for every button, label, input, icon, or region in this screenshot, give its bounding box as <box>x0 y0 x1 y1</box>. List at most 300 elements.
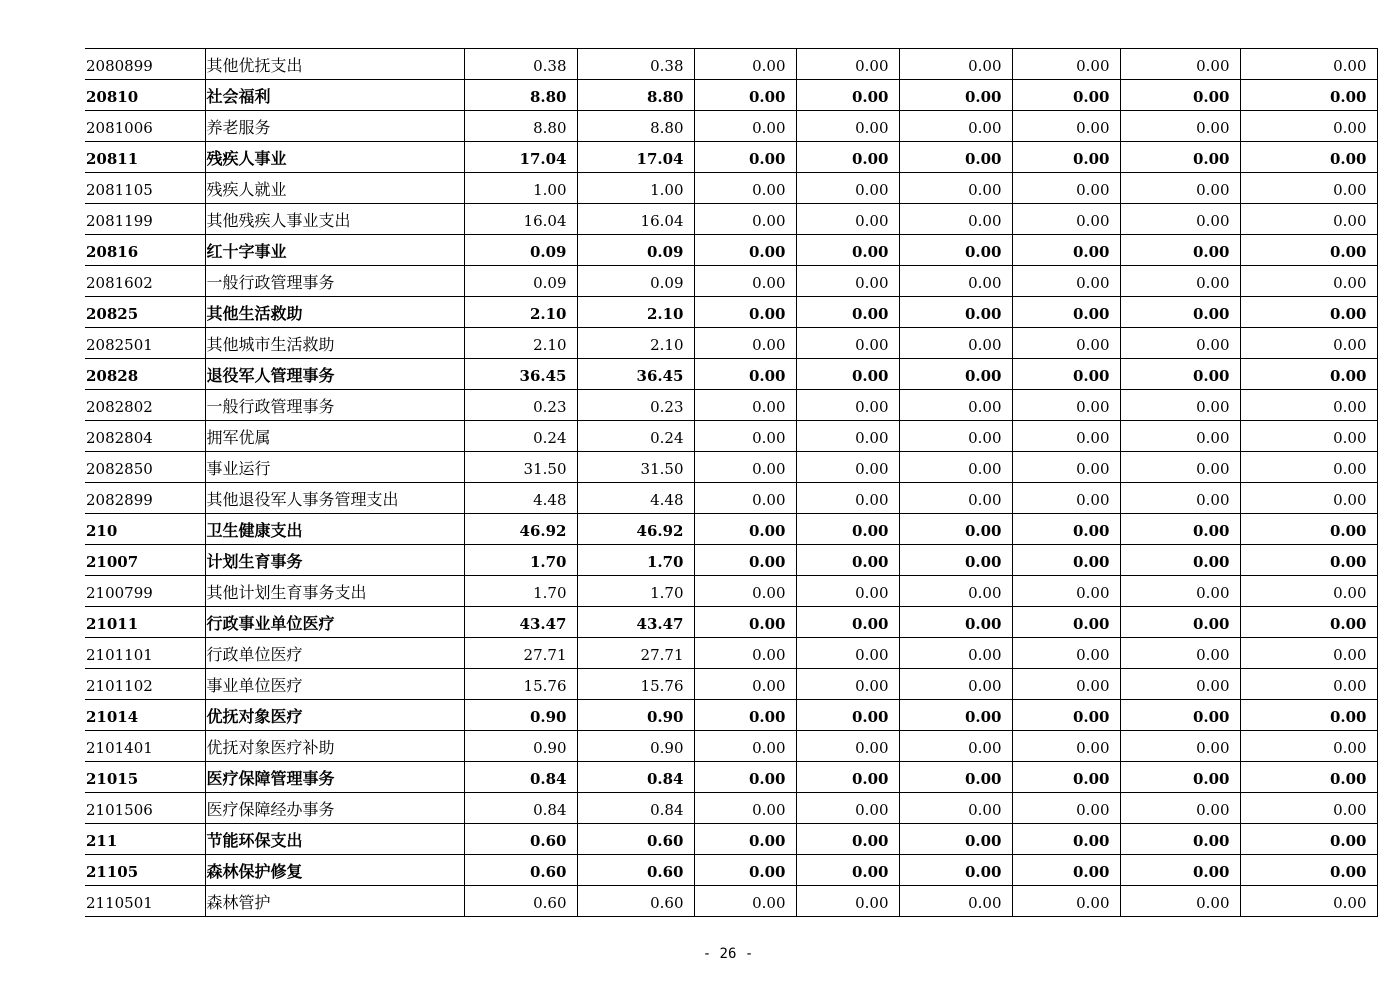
amount-cell: 0.00 <box>899 80 1012 111</box>
amount-cell: 0.00 <box>796 328 899 359</box>
amount-cell: 0.00 <box>796 49 899 80</box>
amount-cell: 0.00 <box>1240 266 1377 297</box>
amount-cell: 0.00 <box>796 235 899 266</box>
subject-code-cell: 210 <box>85 514 205 545</box>
table-body <box>85 49 1377 917</box>
amount-cell: 0.00 <box>899 607 1012 638</box>
subject-code-cell: 2081602 <box>85 266 205 297</box>
amount-cell: 2.10 <box>577 297 694 328</box>
amount-cell: 0.00 <box>1120 328 1240 359</box>
amount-cell: 0.00 <box>694 793 796 824</box>
amount-cell: 16.04 <box>464 204 577 235</box>
subject-code-cell: 2080899 <box>85 49 205 80</box>
amount-cell: 0.00 <box>1012 545 1120 576</box>
amount-cell: 0.00 <box>899 514 1012 545</box>
subject-code-cell: 2081105 <box>85 173 205 204</box>
amount-cell: 0.00 <box>1120 545 1240 576</box>
amount-cell: 0.00 <box>1120 421 1240 452</box>
amount-cell: 0.00 <box>899 452 1012 483</box>
amount-cell: 0.09 <box>464 235 577 266</box>
subject-code-cell: 20811 <box>85 142 205 173</box>
amount-cell: 0.00 <box>796 762 899 793</box>
amount-cell: 0.00 <box>1240 731 1377 762</box>
amount-cell: 0.00 <box>1012 700 1120 731</box>
amount-cell: 0.00 <box>1012 793 1120 824</box>
amount-cell: 0.00 <box>1012 824 1120 855</box>
subject-name-cell: 红十字事业 <box>205 235 464 266</box>
amount-cell: 0.00 <box>899 328 1012 359</box>
amount-cell: 0.00 <box>694 483 796 514</box>
subject-name-cell: 行政事业单位医疗 <box>205 607 464 638</box>
subject-name-cell: 行政单位医疗 <box>205 638 464 669</box>
amount-cell: 0.00 <box>796 452 899 483</box>
subject-name-cell: 残疾人事业 <box>205 142 464 173</box>
amount-cell: 0.00 <box>1012 607 1120 638</box>
amount-cell: 31.50 <box>577 452 694 483</box>
table-row <box>85 421 1377 452</box>
amount-cell: 0.00 <box>1120 173 1240 204</box>
amount-cell: 0.00 <box>899 669 1012 700</box>
amount-cell: 0.00 <box>1012 762 1120 793</box>
table-row <box>85 390 1377 421</box>
amount-cell: 0.00 <box>1240 793 1377 824</box>
amount-cell: 0.00 <box>694 452 796 483</box>
subject-code-cell: 21007 <box>85 545 205 576</box>
amount-cell: 27.71 <box>577 638 694 669</box>
amount-cell: 0.00 <box>796 266 899 297</box>
amount-cell: 0.00 <box>1012 390 1120 421</box>
amount-cell: 0.24 <box>464 421 577 452</box>
amount-cell: 0.00 <box>1240 390 1377 421</box>
amount-cell: 0.00 <box>796 80 899 111</box>
amount-cell: 43.47 <box>577 607 694 638</box>
amount-cell: 0.60 <box>464 886 577 917</box>
amount-cell: 0.00 <box>694 824 796 855</box>
amount-cell: 0.00 <box>796 142 899 173</box>
table-row <box>85 235 1377 266</box>
amount-cell: 0.24 <box>577 421 694 452</box>
amount-cell: 0.00 <box>899 235 1012 266</box>
amount-cell: 0.84 <box>464 762 577 793</box>
amount-cell: 0.00 <box>694 762 796 793</box>
subject-name-cell: 一般行政管理事务 <box>205 390 464 421</box>
amount-cell: 0.00 <box>1012 576 1120 607</box>
amount-cell: 0.00 <box>796 700 899 731</box>
amount-cell: 8.80 <box>577 111 694 142</box>
amount-cell: 0.90 <box>464 731 577 762</box>
amount-cell: 0.00 <box>1012 731 1120 762</box>
amount-cell: 0.00 <box>1120 235 1240 266</box>
amount-cell: 0.00 <box>1240 545 1377 576</box>
amount-cell: 36.45 <box>577 359 694 390</box>
amount-cell: 0.00 <box>796 731 899 762</box>
amount-cell: 0.00 <box>694 886 796 917</box>
amount-cell: 0.00 <box>1012 111 1120 142</box>
amount-cell: 0.00 <box>899 700 1012 731</box>
amount-cell: 43.47 <box>464 607 577 638</box>
subject-code-cell: 2082802 <box>85 390 205 421</box>
amount-cell: 0.00 <box>694 111 796 142</box>
amount-cell: 8.80 <box>464 111 577 142</box>
amount-cell: 0.00 <box>899 266 1012 297</box>
amount-cell: 0.00 <box>1120 638 1240 669</box>
amount-cell: 0.00 <box>796 545 899 576</box>
amount-cell: 0.90 <box>577 700 694 731</box>
amount-cell: 0.00 <box>1120 793 1240 824</box>
amount-cell: 0.00 <box>796 421 899 452</box>
amount-cell: 0.00 <box>1240 297 1377 328</box>
amount-cell: 0.00 <box>1012 855 1120 886</box>
amount-cell: 0.23 <box>577 390 694 421</box>
amount-cell: 0.00 <box>1240 824 1377 855</box>
amount-cell: 27.71 <box>464 638 577 669</box>
amount-cell: 46.92 <box>577 514 694 545</box>
amount-cell: 0.00 <box>796 297 899 328</box>
table-row <box>85 483 1377 514</box>
amount-cell: 0.09 <box>577 266 694 297</box>
subject-code-cell: 21014 <box>85 700 205 731</box>
amount-cell: 0.00 <box>899 855 1012 886</box>
amount-cell: 0.00 <box>1120 607 1240 638</box>
subject-code-cell: 2100799 <box>85 576 205 607</box>
subject-name-cell: 事业单位医疗 <box>205 669 464 700</box>
amount-cell: 0.00 <box>796 793 899 824</box>
subject-code-cell: 2101101 <box>85 638 205 669</box>
amount-cell: 0.00 <box>694 359 796 390</box>
table-row <box>85 638 1377 669</box>
amount-cell: 0.00 <box>899 421 1012 452</box>
amount-cell: 1.70 <box>577 576 694 607</box>
subject-name-cell: 森林保护修复 <box>205 855 464 886</box>
amount-cell: 0.00 <box>1240 80 1377 111</box>
table-row <box>85 328 1377 359</box>
amount-cell: 0.00 <box>1120 266 1240 297</box>
amount-cell: 0.00 <box>899 545 1012 576</box>
amount-cell: 0.84 <box>464 793 577 824</box>
amount-cell: 17.04 <box>577 142 694 173</box>
table-row <box>85 452 1377 483</box>
amount-cell: 0.00 <box>1012 49 1120 80</box>
subject-name-cell: 卫生健康支出 <box>205 514 464 545</box>
amount-cell: 0.00 <box>1240 49 1377 80</box>
amount-cell: 0.00 <box>899 638 1012 669</box>
table-row <box>85 793 1377 824</box>
amount-cell: 0.00 <box>899 111 1012 142</box>
amount-cell: 1.00 <box>577 173 694 204</box>
amount-cell: 8.80 <box>464 80 577 111</box>
subject-name-cell: 其他退役军人事务管理支出 <box>205 483 464 514</box>
amount-cell: 0.00 <box>796 173 899 204</box>
amount-cell: 0.00 <box>899 576 1012 607</box>
amount-cell: 0.00 <box>1012 173 1120 204</box>
table-row <box>85 762 1377 793</box>
amount-cell: 0.00 <box>694 204 796 235</box>
amount-cell: 36.45 <box>464 359 577 390</box>
amount-cell: 0.09 <box>577 235 694 266</box>
amount-cell: 0.00 <box>1240 235 1377 266</box>
amount-cell: 0.00 <box>899 173 1012 204</box>
amount-cell: 0.00 <box>1120 204 1240 235</box>
subject-code-cell: 21015 <box>85 762 205 793</box>
amount-cell: 0.00 <box>1120 49 1240 80</box>
amount-cell: 0.00 <box>796 855 899 886</box>
subject-name-cell: 其他优抚支出 <box>205 49 464 80</box>
amount-cell: 0.60 <box>464 855 577 886</box>
amount-cell: 0.00 <box>899 731 1012 762</box>
amount-cell: 0.00 <box>796 886 899 917</box>
amount-cell: 0.23 <box>464 390 577 421</box>
subject-code-cell: 20825 <box>85 297 205 328</box>
amount-cell: 17.04 <box>464 142 577 173</box>
subject-code-cell: 2101401 <box>85 731 205 762</box>
amount-cell: 0.00 <box>1120 390 1240 421</box>
amount-cell: 0.00 <box>1120 576 1240 607</box>
amount-cell: 0.00 <box>1240 514 1377 545</box>
subject-name-cell: 拥军优属 <box>205 421 464 452</box>
amount-cell: 0.38 <box>577 49 694 80</box>
amount-cell: 0.00 <box>694 855 796 886</box>
table-row <box>85 731 1377 762</box>
subject-code-cell: 2101102 <box>85 669 205 700</box>
amount-cell: 0.00 <box>1120 297 1240 328</box>
amount-cell: 0.00 <box>1120 824 1240 855</box>
subject-name-cell: 一般行政管理事务 <box>205 266 464 297</box>
amount-cell: 0.00 <box>694 421 796 452</box>
amount-cell: 0.00 <box>1120 855 1240 886</box>
table-row <box>85 142 1377 173</box>
subject-code-cell: 2082804 <box>85 421 205 452</box>
table-row <box>85 111 1377 142</box>
amount-cell: 1.70 <box>464 576 577 607</box>
amount-cell: 0.00 <box>899 142 1012 173</box>
amount-cell: 0.00 <box>694 49 796 80</box>
amount-cell: 0.00 <box>796 359 899 390</box>
amount-cell: 0.00 <box>1120 483 1240 514</box>
subject-name-cell: 医疗保障经办事务 <box>205 793 464 824</box>
amount-cell: 0.00 <box>694 514 796 545</box>
subject-code-cell: 20828 <box>85 359 205 390</box>
amount-cell: 2.10 <box>577 328 694 359</box>
amount-cell: 0.00 <box>899 762 1012 793</box>
table-row <box>85 49 1377 80</box>
subject-code-cell: 21011 <box>85 607 205 638</box>
amount-cell: 0.00 <box>796 514 899 545</box>
amount-cell: 0.00 <box>694 266 796 297</box>
table-row <box>85 297 1377 328</box>
amount-cell: 0.00 <box>1240 421 1377 452</box>
subject-name-cell: 残疾人就业 <box>205 173 464 204</box>
amount-cell: 0.00 <box>796 111 899 142</box>
amount-cell: 0.00 <box>1120 669 1240 700</box>
amount-cell: 0.00 <box>1120 731 1240 762</box>
amount-cell: 0.00 <box>694 700 796 731</box>
subject-name-cell: 其他残疾人事业支出 <box>205 204 464 235</box>
amount-cell: 0.60 <box>464 824 577 855</box>
table-row <box>85 607 1377 638</box>
amount-cell: 0.00 <box>694 142 796 173</box>
amount-cell: 0.00 <box>1240 762 1377 793</box>
amount-cell: 0.00 <box>694 80 796 111</box>
amount-cell: 0.00 <box>1120 111 1240 142</box>
amount-cell: 0.60 <box>577 855 694 886</box>
amount-cell: 0.00 <box>1240 483 1377 514</box>
table-row <box>85 204 1377 235</box>
subject-name-cell: 事业运行 <box>205 452 464 483</box>
amount-cell: 2.10 <box>464 297 577 328</box>
amount-cell: 0.60 <box>577 886 694 917</box>
amount-cell: 15.76 <box>464 669 577 700</box>
subject-code-cell: 2082501 <box>85 328 205 359</box>
amount-cell: 0.00 <box>796 824 899 855</box>
amount-cell: 0.00 <box>1240 111 1377 142</box>
amount-cell: 0.00 <box>1012 297 1120 328</box>
amount-cell: 0.00 <box>694 607 796 638</box>
amount-cell: 0.84 <box>577 793 694 824</box>
amount-cell: 0.00 <box>796 204 899 235</box>
subject-name-cell: 节能环保支出 <box>205 824 464 855</box>
amount-cell: 0.00 <box>899 49 1012 80</box>
subject-name-cell: 优抚对象医疗 <box>205 700 464 731</box>
subject-code-cell: 2081199 <box>85 204 205 235</box>
amount-cell: 16.04 <box>577 204 694 235</box>
amount-cell: 0.00 <box>1012 886 1120 917</box>
amount-cell: 8.80 <box>577 80 694 111</box>
subject-code-cell: 2101506 <box>85 793 205 824</box>
amount-cell: 1.00 <box>464 173 577 204</box>
amount-cell: 0.00 <box>1012 328 1120 359</box>
amount-cell: 0.00 <box>1240 142 1377 173</box>
amount-cell: 0.00 <box>694 173 796 204</box>
amount-cell: 0.00 <box>1012 514 1120 545</box>
table-row <box>85 545 1377 576</box>
subject-name-cell: 医疗保障管理事务 <box>205 762 464 793</box>
subject-code-cell: 20810 <box>85 80 205 111</box>
amount-cell: 0.00 <box>796 483 899 514</box>
amount-cell: 15.76 <box>577 669 694 700</box>
amount-cell: 0.00 <box>899 204 1012 235</box>
amount-cell: 0.00 <box>1240 607 1377 638</box>
amount-cell: 0.00 <box>1240 855 1377 886</box>
subject-name-cell: 其他生活救助 <box>205 297 464 328</box>
amount-cell: 0.00 <box>1012 80 1120 111</box>
amount-cell: 0.00 <box>694 297 796 328</box>
amount-cell: 0.00 <box>694 731 796 762</box>
subject-name-cell: 养老服务 <box>205 111 464 142</box>
amount-cell: 0.00 <box>796 607 899 638</box>
amount-cell: 0.60 <box>577 824 694 855</box>
amount-cell: 0.00 <box>1240 638 1377 669</box>
subject-name-cell: 计划生育事务 <box>205 545 464 576</box>
amount-cell: 0.00 <box>1120 886 1240 917</box>
amount-cell: 0.90 <box>577 731 694 762</box>
page-number: - 26 - <box>702 946 754 962</box>
table-row <box>85 855 1377 886</box>
amount-cell: 0.00 <box>694 669 796 700</box>
amount-cell: 0.00 <box>694 390 796 421</box>
amount-cell: 0.00 <box>899 824 1012 855</box>
amount-cell: 0.00 <box>1012 359 1120 390</box>
table-row <box>85 266 1377 297</box>
amount-cell: 0.00 <box>796 576 899 607</box>
amount-cell: 1.70 <box>577 545 694 576</box>
subject-name-cell: 森林管护 <box>205 886 464 917</box>
subject-code-cell: 20816 <box>85 235 205 266</box>
amount-cell: 4.48 <box>464 483 577 514</box>
subject-code-cell: 21105 <box>85 855 205 886</box>
amount-cell: 0.00 <box>1240 328 1377 359</box>
table-row <box>85 80 1377 111</box>
amount-cell: 0.00 <box>1240 576 1377 607</box>
amount-cell: 0.00 <box>1240 204 1377 235</box>
amount-cell: 0.00 <box>1012 483 1120 514</box>
amount-cell: 0.00 <box>796 390 899 421</box>
amount-cell: 0.00 <box>694 235 796 266</box>
amount-cell: 0.00 <box>1120 80 1240 111</box>
amount-cell: 31.50 <box>464 452 577 483</box>
table-row <box>85 173 1377 204</box>
amount-cell: 0.00 <box>1240 359 1377 390</box>
amount-cell: 0.00 <box>1012 669 1120 700</box>
amount-cell: 0.00 <box>1012 142 1120 173</box>
amount-cell: 0.00 <box>899 390 1012 421</box>
amount-cell: 0.00 <box>1120 762 1240 793</box>
amount-cell: 0.00 <box>899 886 1012 917</box>
amount-cell: 0.00 <box>1012 638 1120 669</box>
amount-cell: 0.00 <box>796 669 899 700</box>
amount-cell: 0.00 <box>899 297 1012 328</box>
subject-code-cell: 2110501 <box>85 886 205 917</box>
amount-cell: 0.00 <box>694 545 796 576</box>
table-row <box>85 824 1377 855</box>
subject-code-cell: 2081006 <box>85 111 205 142</box>
amount-cell: 0.00 <box>1120 700 1240 731</box>
amount-cell: 0.00 <box>899 793 1012 824</box>
amount-cell: 4.48 <box>577 483 694 514</box>
budget-table <box>85 48 1378 917</box>
subject-code-cell: 2082850 <box>85 452 205 483</box>
amount-cell: 1.70 <box>464 545 577 576</box>
subject-name-cell: 其他计划生育事务支出 <box>205 576 464 607</box>
table-row <box>85 886 1377 917</box>
amount-cell: 0.00 <box>1240 700 1377 731</box>
table-row <box>85 576 1377 607</box>
subject-name-cell: 退役军人管理事务 <box>205 359 464 390</box>
subject-code-cell: 211 <box>85 824 205 855</box>
amount-cell: 0.09 <box>464 266 577 297</box>
subject-name-cell: 优抚对象医疗补助 <box>205 731 464 762</box>
amount-cell: 0.00 <box>694 328 796 359</box>
amount-cell: 0.00 <box>694 638 796 669</box>
subject-name-cell: 其他城市生活救助 <box>205 328 464 359</box>
amount-cell: 0.00 <box>1120 142 1240 173</box>
table-row <box>85 700 1377 731</box>
amount-cell: 0.00 <box>1012 421 1120 452</box>
amount-cell: 0.00 <box>1120 452 1240 483</box>
amount-cell: 0.00 <box>1120 514 1240 545</box>
amount-cell: 0.00 <box>694 576 796 607</box>
amount-cell: 0.00 <box>1012 452 1120 483</box>
table-row <box>85 669 1377 700</box>
amount-cell: 0.00 <box>1012 235 1120 266</box>
amount-cell: 0.00 <box>796 638 899 669</box>
amount-cell: 46.92 <box>464 514 577 545</box>
amount-cell: 0.00 <box>899 359 1012 390</box>
amount-cell: 0.00 <box>1012 204 1120 235</box>
table-row <box>85 514 1377 545</box>
amount-cell: 0.00 <box>1120 359 1240 390</box>
amount-cell: 2.10 <box>464 328 577 359</box>
amount-cell: 0.38 <box>464 49 577 80</box>
